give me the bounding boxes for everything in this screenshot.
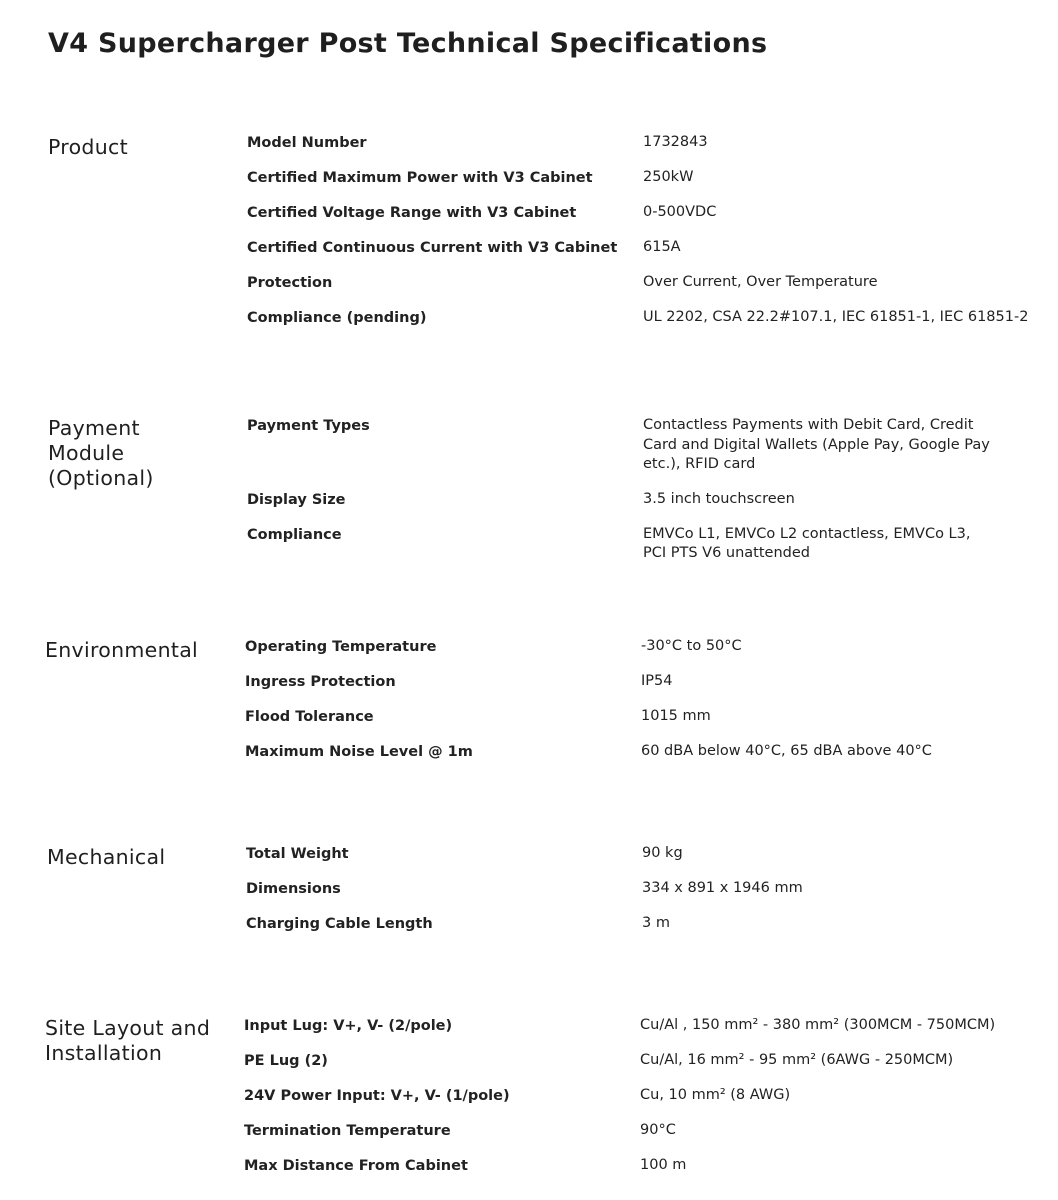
spec-row [247, 308, 1029, 328]
spec-value: 0-500VDC [643, 204, 717, 220]
spec-label: Ingress Protection [245, 674, 396, 690]
spec-label: PE Lug (2) [244, 1053, 328, 1069]
spec-row [244, 1156, 1010, 1176]
spec-row [247, 168, 1013, 188]
spec-label: Certified Voltage Range with V3 Cabinet [247, 205, 577, 221]
spec-value: 100 m [640, 1157, 687, 1173]
spec-row [247, 416, 1013, 475]
spec-rows [246, 844, 1012, 949]
spec-rows [245, 637, 1011, 777]
spec-row [247, 273, 1013, 293]
spec-value: Cu, 10 mm² (8 AWG) [640, 1087, 791, 1103]
spec-row [244, 1016, 1010, 1036]
spec-row [245, 637, 1011, 657]
spec-value: 334 x 891 x 1946 mm [642, 880, 803, 896]
spec-value: Contactless Payments with Debit Card, Credit Card and Digital Wallets (Apple Pay, Google Pay etc.), RFID card [643, 417, 990, 472]
spec-value: 250kW [643, 169, 694, 185]
section-heading: Mechanical [47, 845, 166, 869]
spec-value: IP54 [641, 673, 673, 689]
spec-rows [244, 1016, 1010, 1191]
spec-label: Termination Temperature [244, 1123, 451, 1139]
spec-value: 1015 mm [641, 708, 711, 724]
spec-value: -30°C to 50°C [641, 638, 742, 654]
spec-row [247, 525, 1013, 564]
page-title: V4 Supercharger Post Technical Specifications [48, 28, 768, 59]
spec-value: 3 m [642, 915, 670, 931]
spec-label: Maximum Noise Level @ 1m [245, 744, 473, 760]
spec-label: Compliance [247, 526, 342, 543]
spec-value: UL 2202, CSA 22.2#107.1, IEC 61851-1, IEC 61851-2 [643, 309, 1029, 325]
spec-row [245, 707, 1011, 727]
spec-label: Display Size [247, 491, 346, 508]
spec-label: 24V Power Input: V+, V- (1/pole) [244, 1088, 510, 1104]
spec-row [246, 879, 1012, 899]
section-heading: Product [48, 135, 128, 159]
spec-label: Dimensions [246, 881, 341, 897]
spec-value: 1732843 [643, 134, 708, 150]
spec-value: Cu/Al , 150 mm² - 380 mm² (300MCM - 750MCM) [640, 1017, 996, 1033]
section-heading: Site Layout and Installation [45, 1016, 211, 1065]
spec-row [244, 1086, 1010, 1106]
spec-row [244, 1051, 1010, 1071]
spec-label: Input Lug: V+, V- (2/pole) [244, 1018, 453, 1034]
spec-label: Payment Types [247, 418, 370, 434]
spec-label: Compliance (pending) [247, 310, 427, 326]
spec-row [245, 672, 1011, 692]
spec-value: Cu/Al, 16 mm² - 95 mm² (6AWG - 250MCM) [640, 1052, 954, 1068]
spec-row [246, 844, 1012, 864]
section-heading: Payment Module (Optional) [48, 416, 154, 490]
spec-label: Flood Tolerance [245, 709, 374, 725]
spec-label: Certified Continuous Current with V3 Cabinet [247, 240, 618, 256]
spec-value: 60 dBA below 40°C, 65 dBA above 40°C [641, 743, 932, 759]
spec-value: 3.5 inch touchscreen [643, 490, 795, 507]
spec-label: Max Distance From Cabinet [244, 1158, 468, 1174]
spec-label: Total Weight [246, 846, 349, 862]
spec-row [247, 490, 1013, 510]
spec-row [246, 914, 1012, 934]
spec-value: EMVCo L1, EMVCo L2 contactless, EMVCo L3, PCI PTS V6 unattended [643, 525, 971, 561]
spec-row [244, 1121, 1010, 1141]
spec-rows [247, 416, 1013, 579]
spec-value: 90°C [640, 1122, 676, 1138]
spec-row [245, 742, 1011, 762]
spec-value: 615A [643, 239, 681, 255]
spec-row [247, 238, 1013, 258]
spec-row [247, 133, 1013, 153]
spec-label: Charging Cable Length [246, 916, 433, 932]
spec-value: 90 kg [642, 845, 683, 861]
spec-rows [247, 133, 1029, 343]
spec-row [247, 203, 1013, 223]
spec-label: Protection [247, 275, 333, 291]
spec-value: Over Current, Over Temperature [643, 274, 878, 290]
section-heading: Environmental [45, 638, 199, 662]
spec-label: Model Number [247, 135, 367, 151]
spec-label: Operating Temperature [245, 639, 437, 655]
spec-label: Certified Maximum Power with V3 Cabinet [247, 170, 593, 186]
